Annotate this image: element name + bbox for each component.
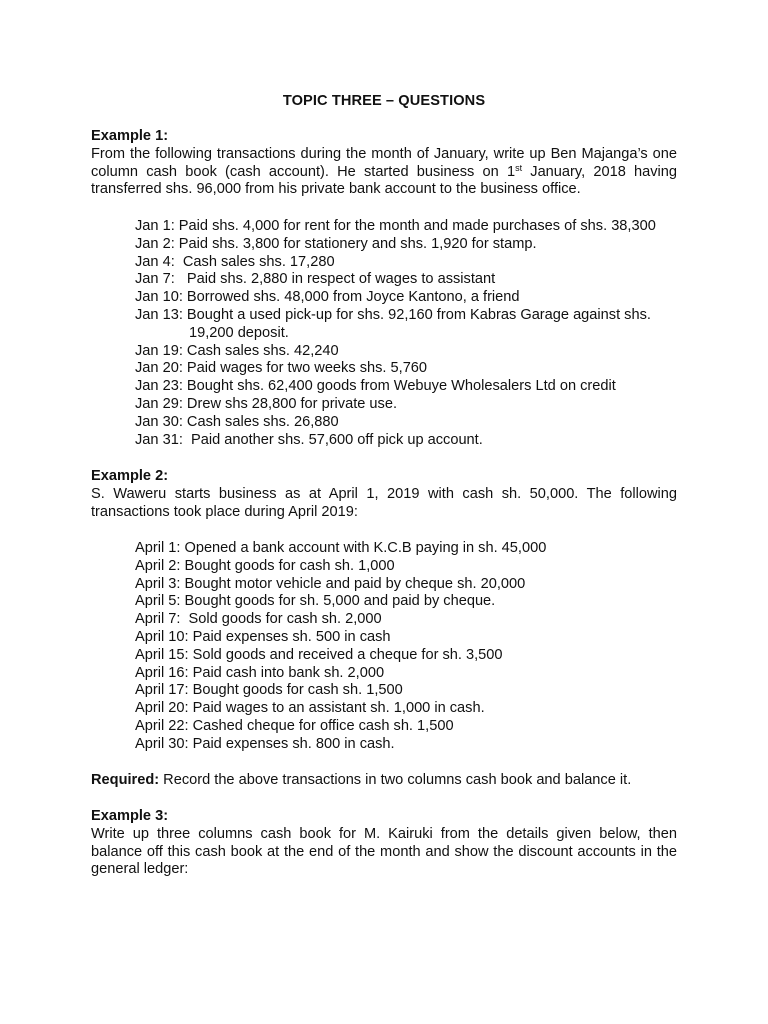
list-item: April 22: Cashed cheque for office cash sh. 1,500: [135, 717, 454, 734]
required-note: [91, 772, 677, 790]
list-item: April 1: Opened a bank account with K.C.B paying in sh. 45,000: [135, 540, 547, 556]
list-item: Jan 2: Paid shs. 3,800 for stationery and shs. 1,920 for stamp.: [135, 235, 537, 252]
example-1-heading: Example 1:: [91, 128, 169, 144]
example-3-intro: Write up three columns cash book for M. Kairuki from the details given below, then balance off this cash book at the end of the month and show the discount accounts in the general ledger:: [91, 825, 677, 878]
list-item: Jan 10: Borrowed shs. 48,000 from Joyce Kantono, a friend: [135, 289, 520, 306]
list-item-continuation: 19,200 deposit.: [189, 324, 289, 341]
list-item: Jan 29: Drew shs 28,800 for private use.: [135, 395, 398, 412]
list-item: April 7: Sold goods for cash sh. 2,000: [135, 611, 382, 628]
required-text: Record the above transactions in two columns cash book and balance it.: [159, 772, 632, 788]
list-item: April 3: Bought motor vehicle and paid by cheque sh. 20,000: [135, 575, 526, 592]
page-title: TOPIC THREE – QUESTIONS: [282, 93, 486, 109]
example-3-section: [91, 808, 677, 879]
example-2-heading: Example 2:: [91, 468, 169, 484]
list-item: Jan 30: Cash sales shs. 26,880: [135, 413, 339, 430]
list-item: Jan 4: Cash sales shs. 17,280: [135, 253, 335, 270]
list-item: April 10: Paid expenses sh. 500 in cash: [135, 628, 391, 645]
ordinal-superscript: st: [515, 162, 523, 173]
list-item: April 30: Paid expenses sh. 800 in cash.: [135, 735, 395, 752]
example-2-transactions: [135, 540, 695, 754]
list-item: Jan 23: Bought shs. 62,400 goods from Webuye Wholesalers Ltd on credit: [135, 378, 616, 395]
list-item: Jan 13: Bought a used pick-up for shs. 92,160 from Kabras Garage against shs.: [135, 306, 651, 323]
list-item: April 20: Paid wages to an assistant sh. 1,000 in cash.: [135, 700, 485, 717]
list-item: April 2: Bought goods for cash sh. 1,000: [135, 557, 395, 574]
list-item: Jan 7: Paid shs. 2,880 in respect of wages to assistant: [135, 271, 496, 288]
example-1-intro: [91, 146, 677, 199]
example-1-intro-part-2: January, 2018 having transferred shs. 96,000 from his private bank account to the business office.: [91, 163, 677, 198]
example-1-intro-part-1: From the following transactions during the month of January, write up Ben Majanga’s one column cash book (cash account). He started business on 1: [91, 145, 677, 180]
list-item: Jan 31: Paid another shs. 57,600 off pick up account.: [135, 431, 483, 448]
list-item: April 16: Paid cash into bank sh. 2,000: [135, 664, 385, 681]
example-3-heading: Example 3:: [91, 808, 169, 824]
example-2-section: [91, 468, 677, 521]
list-item: April 17: Bought goods for cash sh. 1,500: [135, 682, 403, 699]
example-1-transactions: [135, 218, 695, 449]
required-label: Required:: [91, 772, 160, 788]
list-item: April 5: Bought goods for sh. 5,000 and paid by cheque.: [135, 593, 496, 610]
example-1-section: [91, 128, 677, 199]
list-item: April 15: Sold goods and received a cheque for sh. 3,500: [135, 646, 503, 663]
list-item: Jan 20: Paid wages for two weeks shs. 5,760: [135, 360, 428, 377]
list-item: Jan 19: Cash sales shs. 42,240: [135, 342, 339, 359]
list-item: Jan 1: Paid shs. 4,000 for rent for the month and made purchases of shs. 38,300: [135, 218, 656, 234]
example-2-intro: S. Waweru starts business as at April 1, 2019 with cash sh. 50,000. The following transactions took place during April 2019:: [91, 485, 677, 520]
